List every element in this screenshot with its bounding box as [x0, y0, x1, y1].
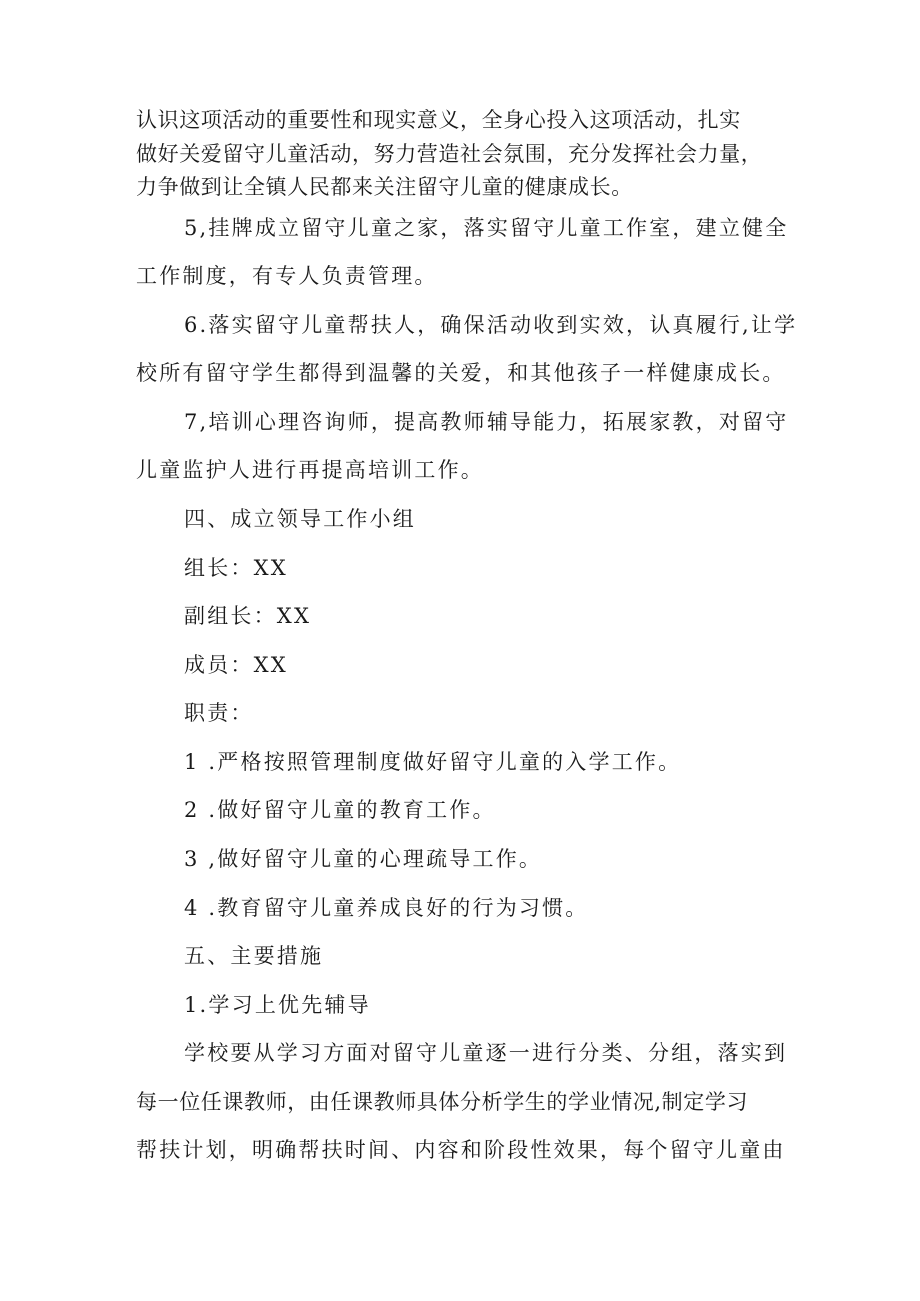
section-heading: 五、主要措施: [184, 944, 324, 968]
paragraph-line: 帮扶计划，明确帮扶时间、内容和阶段性效果，每个留守儿童由: [136, 1138, 786, 1162]
paragraph-line: 儿童监护人进行再提高培训工作。: [136, 458, 484, 482]
list-item: 2 .做好留守儿童的教育工作。: [184, 798, 496, 822]
deputy-leader-line: 副组长：XX: [184, 604, 312, 628]
subsection-heading: 1.学习上优先辅导: [184, 993, 371, 1017]
list-item: 3 ,做好留守儿童的心理疏导工作。: [184, 847, 543, 871]
list-item: 1 .严格按照管理制度做好留守儿童的入学工作。: [184, 750, 682, 774]
team-leader-line: 组长：XX: [184, 556, 288, 580]
duties-label: 职责：: [184, 701, 254, 725]
paragraph-line: 工作制度，有专人负责管理。: [136, 264, 438, 288]
paragraph-line: 5,挂牌成立留守儿童之家，落实留守儿童工作室，建立健全: [184, 216, 789, 240]
paragraph-line: 认识这项活动的重要性和现实意义，全身心投入这项活动，扎实: [136, 108, 741, 132]
paragraph-line: 做好关爱留守儿童活动，努力营造社会氛围，充分发挥社会力量，: [136, 142, 763, 166]
members-line: 成员：XX: [184, 653, 288, 677]
paragraph-line: 6.落实留守儿童帮扶人，确保活动收到实效，认真履行,让学: [184, 313, 798, 337]
list-item: 4 .教育留守儿童养成良好的行为习惯。: [184, 896, 589, 920]
paragraph-line: 7,培训心理咨询师，提高教师辅导能力，拓展家教，对留守: [184, 410, 789, 434]
paragraph-line: 校所有留守学生都得到温馨的关爱，和其他孩子一样健康成长。: [136, 361, 786, 385]
section-heading: 四、成立领导工作小组: [184, 507, 416, 531]
paragraph-line: 学校要从学习方面对留守儿童逐一进行分类、分组，落实到: [184, 1041, 788, 1065]
paragraph-line: 每一位任课教师，由任课教师具体分析学生的学业情况,制定学习: [136, 1090, 749, 1114]
paragraph-line: 力争做到让全镇人民都来关注留守儿童的健康成长。: [136, 175, 633, 199]
